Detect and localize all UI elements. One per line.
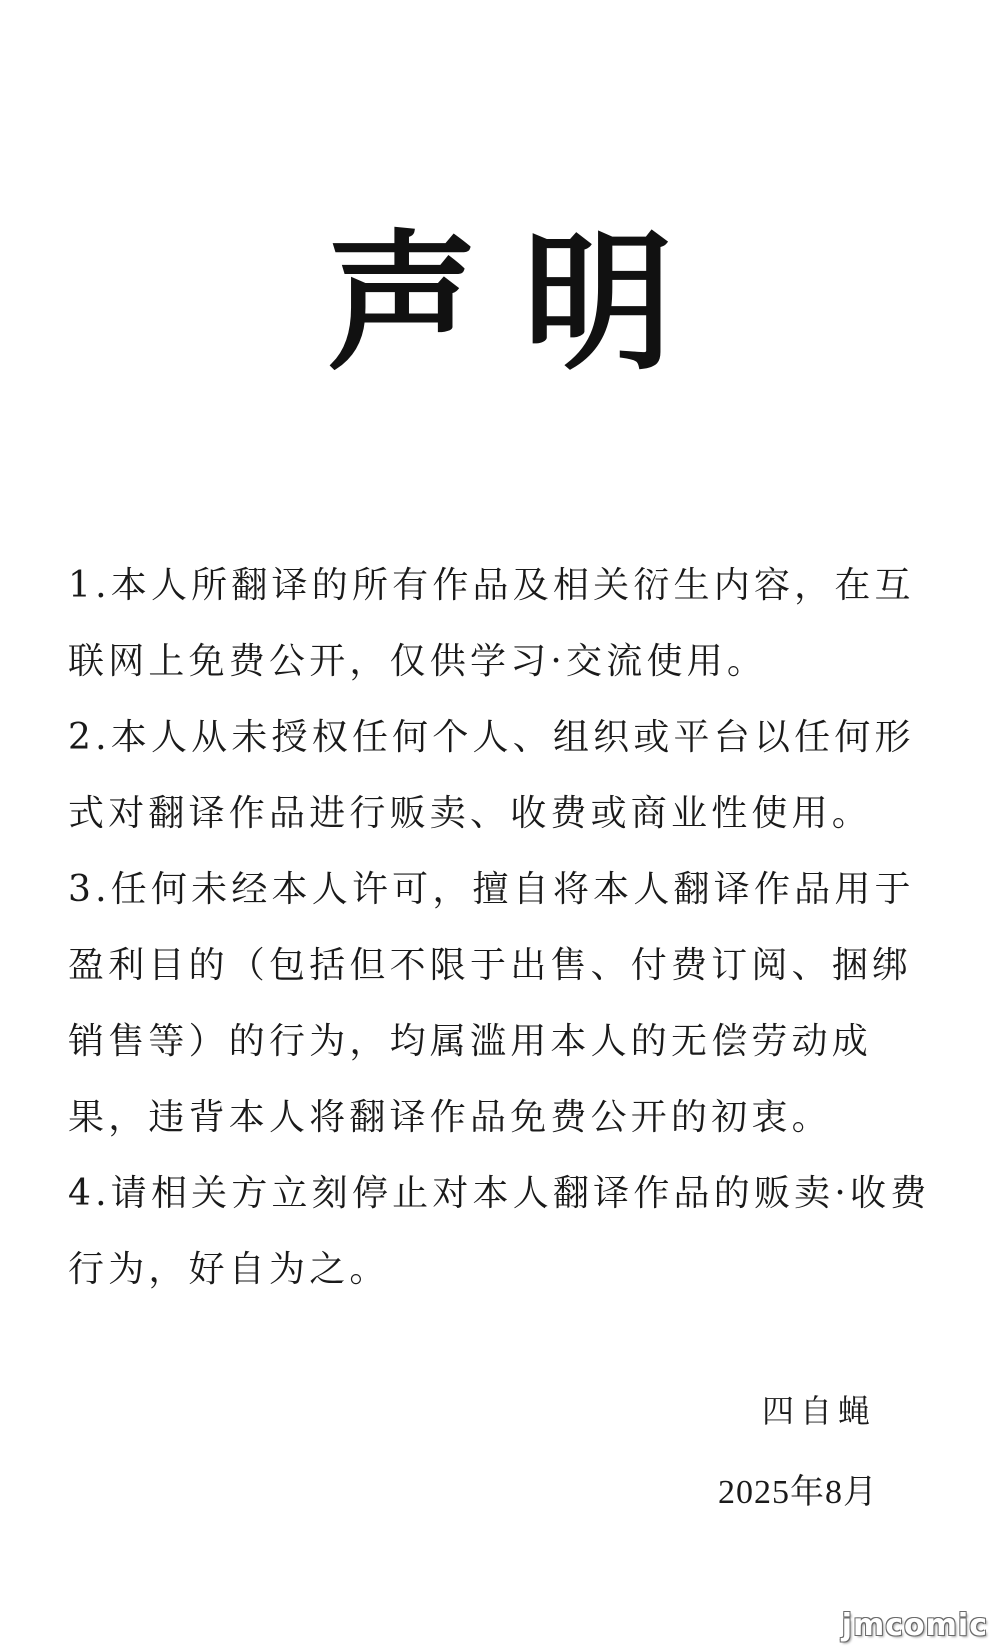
- statement-item-2: 2.本人从未授权任何个人、组织或平台以任何形式对翻译作品进行贩卖、收费或商业性使用。: [68, 717, 915, 834]
- signature: 四自蝇: [761, 1392, 876, 1430]
- statement-body: [68, 548, 938, 1308]
- statement-item-4: 4.请相关方立刻停止对本人翻译作品的贩卖·收费行为，好自为之。: [68, 1173, 931, 1290]
- statement-title: 声明: [326, 215, 719, 391]
- statement-item-3: 3.任何未经本人许可，擅自将本人翻译作品用于盈利目的（包括但不限于出售、付费订阅、捆绑销售等）的行为，均属滥用本人的无偿劳动成果，违背本人将翻译作品免费公开的初衷。: [68, 869, 915, 1138]
- watermark-logo: jmcomic: [841, 1608, 988, 1643]
- statement-date: 2025年8月: [718, 1474, 878, 1511]
- statement-item-1: 1.本人所翻译的所有作品及相关衍生内容，在互联网上免费公开，仅供学习·交流使用。: [68, 565, 915, 682]
